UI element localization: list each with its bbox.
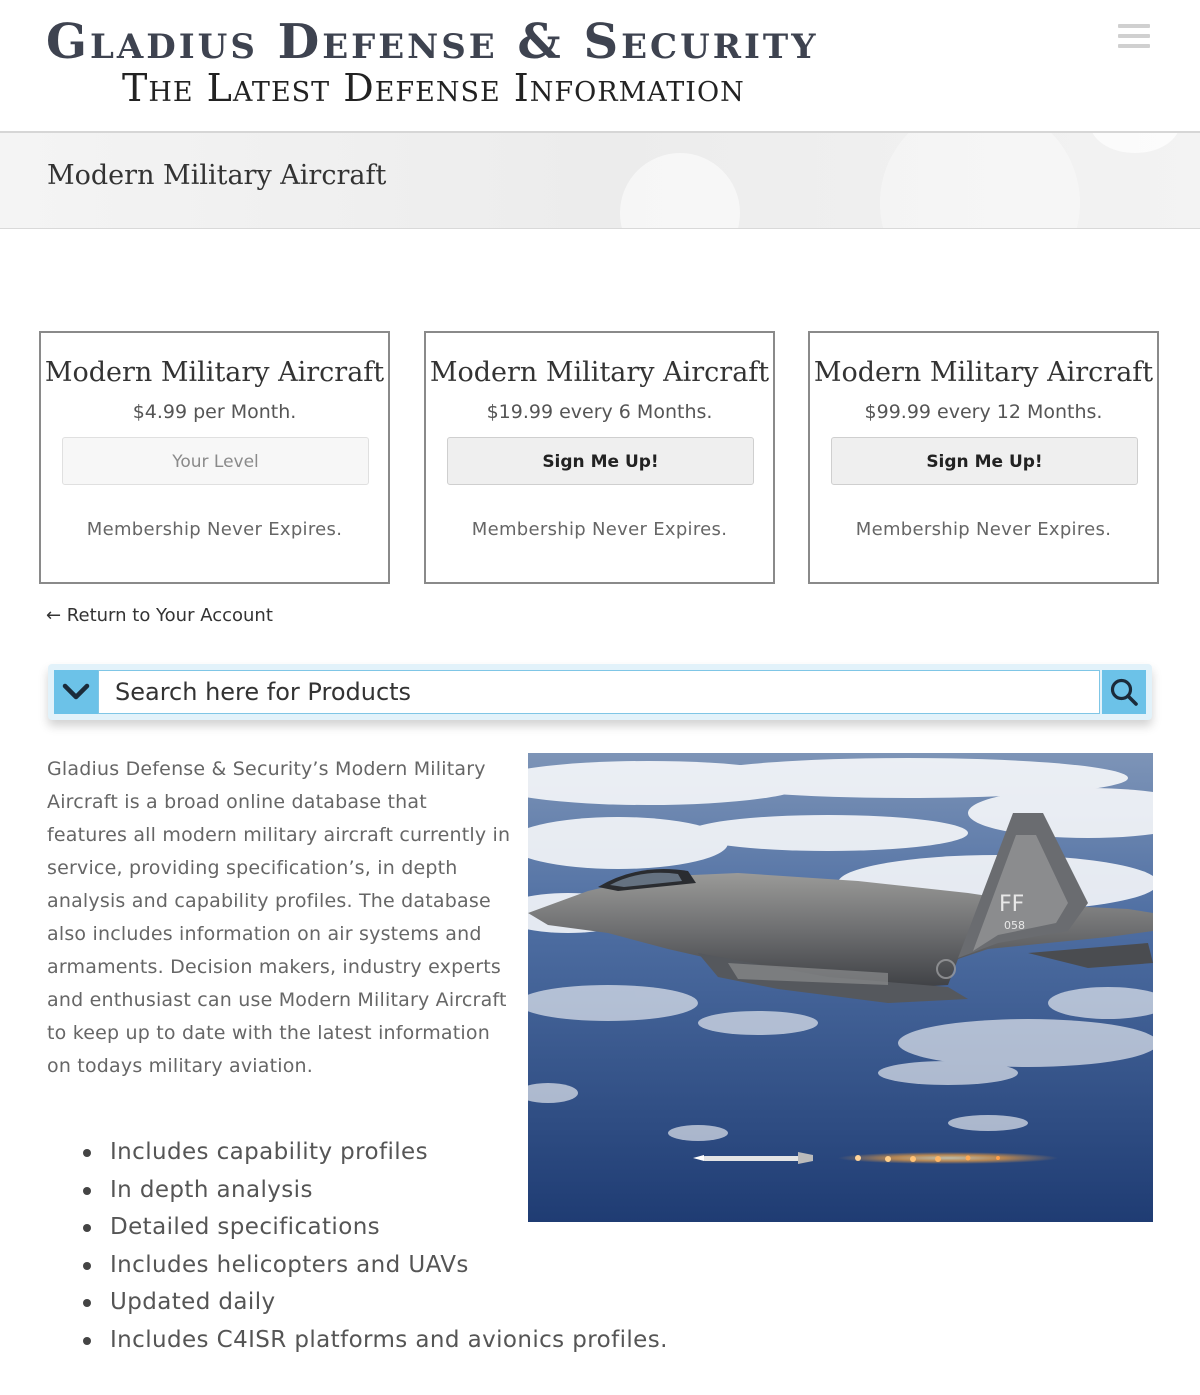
hamburger-menu-icon[interactable]	[1118, 24, 1150, 52]
brand-title[interactable]: Gladius Defense & Security	[46, 14, 819, 70]
site-header	[0, 0, 1200, 133]
list-item: Includes C4ISR platforms and avionics profiles.	[80, 1322, 668, 1360]
plan-price: $19.99 every 6 Months.	[486, 401, 713, 423]
sign-me-up-button[interactable]: Sign Me Up!	[447, 437, 754, 485]
plan-expiry: Membership Never Expires.	[471, 519, 728, 540]
sign-me-up-button[interactable]: Sign Me Up!	[831, 437, 1138, 485]
search-icon[interactable]	[1102, 670, 1146, 714]
your-level-button[interactable]: Your Level	[62, 437, 369, 485]
fighter-jet-image	[528, 753, 1153, 1222]
search-input[interactable]	[98, 670, 1100, 714]
brand-tagline: The Latest Defense Information	[122, 66, 745, 110]
plan-card-monthly	[39, 331, 390, 584]
chevron-down-icon[interactable]	[54, 670, 98, 714]
tail-number: 058	[1004, 919, 1025, 932]
plan-price: $99.99 every 12 Months.	[864, 401, 1103, 423]
list-item: Detailed specifications	[80, 1209, 668, 1247]
list-item: Includes helicopters and UAVs	[80, 1247, 668, 1285]
plan-name: Modern Military Aircraft	[813, 357, 1154, 388]
product-description: Gladius Defense & Security’s Modern Military Aircraft is a broad online database that features all modern military aircraft currently in service, providing specification’s, in depth analysis and capability profiles. The database also includes information on air systems and armaments. Decision makers, industry experts and enthusiast can use Modern Military Aircraft to keep up to date with the latest information on todays military aviation.	[47, 758, 511, 1077]
product-search-bar	[48, 664, 1152, 720]
plan-name: Modern Military Aircraft	[429, 357, 770, 388]
page-title: Modern Military Aircraft	[47, 160, 387, 191]
tail-code: FF	[999, 892, 1025, 917]
plan-expiry: Membership Never Expires.	[86, 519, 343, 540]
plan-name: Modern Military Aircraft	[44, 357, 385, 388]
return-to-account-link[interactable]: ← Return to Your Account	[46, 605, 273, 626]
plan-expiry: Membership Never Expires.	[855, 519, 1112, 540]
list-item: Updated daily	[80, 1284, 668, 1322]
page-title-band	[0, 133, 1200, 229]
plan-price: $4.99 per Month.	[132, 401, 297, 423]
plan-card-6-months	[424, 331, 775, 584]
plan-card-12-months	[808, 331, 1159, 584]
list-item: In depth analysis	[80, 1172, 668, 1210]
list-item: Includes capability profiles	[80, 1134, 668, 1172]
